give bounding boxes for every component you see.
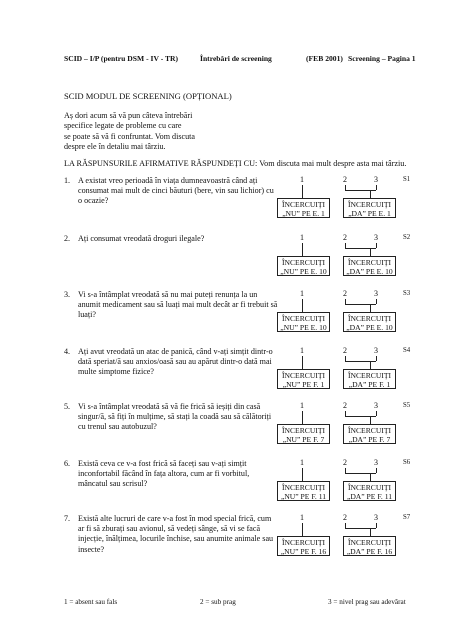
connector-line [302, 299, 303, 312]
circle-yes-box [343, 312, 396, 332]
intro-line: se poate să vă fi confruntat. Vom discuta [64, 131, 195, 141]
connector-line [302, 523, 303, 536]
box-line: ÎNCERCUIȚI [347, 425, 392, 435]
rating-option-2[interactable]: 2 [343, 513, 347, 522]
question-number: 3. [64, 290, 71, 299]
rating-option-1[interactable]: 1 [300, 458, 304, 467]
legend-subthreshold: 2 = sub prag [200, 598, 236, 606]
box-line: ÎNCERCUIȚI [347, 257, 392, 267]
question-line: insecte? [78, 544, 105, 554]
box-line: „NU” PE F. 16 [280, 546, 327, 556]
connector-line [370, 528, 371, 536]
connector-line [345, 304, 376, 305]
question-id: S4 [403, 347, 411, 354]
circle-yes-box [343, 424, 396, 444]
affirmative-instruction [64, 159, 406, 168]
connector-line [370, 473, 371, 481]
question-text [78, 290, 278, 321]
rating-option-1[interactable]: 1 [300, 346, 304, 355]
connector-line [302, 243, 303, 256]
circle-yes-box [343, 369, 396, 389]
box-line: ÎNCERCUIȚI [347, 313, 392, 323]
circle-yes-box [343, 481, 396, 501]
box-line: ÎNCERCUIȚI [347, 199, 392, 209]
rating-option-1[interactable]: 1 [300, 233, 304, 242]
connector-line [376, 243, 377, 248]
connector-line [302, 468, 303, 481]
box-line: „DA” PE E. 10 [346, 322, 393, 332]
connector-line [370, 304, 371, 312]
question-text [78, 234, 278, 244]
box-line: ÎNCERCUIȚI [281, 313, 326, 323]
rating-option-2[interactable]: 2 [343, 401, 347, 410]
box-line: ÎNCERCUIȚI [347, 537, 392, 547]
rating-option-2[interactable]: 2 [343, 346, 347, 355]
question-line: injecție, înălțimea, locurile închise, sau anumite animale sau [78, 534, 274, 544]
connector-line [376, 468, 377, 473]
question-number: 5. [64, 402, 71, 411]
box-line: „NU” PE E. 10 [280, 266, 327, 276]
question-line: mâncatul sau scrisul? [78, 479, 148, 489]
question-id: S2 [403, 234, 411, 241]
question-line: consumat mai mult de cinci băuturi (bere, vin sau lichior) cu [78, 186, 274, 196]
circle-no-box [277, 536, 330, 556]
question-line: luați? [78, 310, 96, 320]
connector-line [302, 356, 303, 369]
rating-option-3[interactable]: 3 [374, 346, 378, 355]
box-line: ÎNCERCUIȚI [281, 257, 326, 267]
circle-yes-box [343, 256, 396, 276]
connector-line [345, 473, 376, 474]
circle-no-box [277, 312, 330, 332]
box-line: „NU” PE F. 7 [282, 434, 325, 444]
connector-line [370, 361, 371, 369]
rating-option-2[interactable]: 2 [343, 175, 347, 184]
connector-line [345, 190, 376, 191]
box-line: ÎNCERCUIȚI [281, 482, 326, 492]
connector-line [376, 356, 377, 361]
legend-absent: 1 = absent sau fals [64, 598, 118, 606]
question-id: S1 [403, 176, 411, 183]
header-section: Întrebări de screening [200, 54, 272, 63]
header-page: Screening – Pagina 1 [348, 54, 416, 63]
intro-paragraph [64, 111, 244, 153]
circle-no-box [277, 481, 330, 501]
question-line: ar fi să zburați sau avionul, să vedeți sânge, să vi se facă [78, 524, 261, 534]
question-number: 4. [64, 347, 71, 356]
rating-option-1[interactable]: 1 [300, 175, 304, 184]
question-line: Vi s-a întâmplat vreodată să nu mai puteți renunța la un [78, 290, 258, 299]
affirmative-instruction-bold: LA RĂSPUNSURILE AFIRMATIVE RĂSPUNDEȚI CU: [64, 159, 258, 168]
question-number: 7. [64, 514, 71, 523]
box-line: ÎNCERCUIȚI [347, 482, 392, 492]
circle-yes-box [343, 198, 396, 218]
question-text [78, 176, 278, 207]
question-line: Există ceva ce v-a fost frică să faceți sau v-ați simțit [78, 459, 247, 468]
box-line: ÎNCERCUIȚI [281, 370, 326, 380]
box-line: „NU” PE F. 11 [280, 491, 327, 501]
box-line: „NU” PE F. 1 [282, 379, 325, 389]
circle-no-box [277, 424, 330, 444]
connector-line [376, 299, 377, 304]
connector-line [345, 361, 376, 362]
question-line: dată speriat/ă sau anxios/oasă sau au apărut dintr-o dată mai [78, 357, 272, 367]
question-line: Ați consumat vreodată droguri ilegale? [78, 234, 205, 243]
rating-option-1[interactable]: 1 [300, 513, 304, 522]
affirmative-instruction-rest: Vom discuta mai mult despre asta mai târziu. [257, 159, 407, 168]
box-line: „DA” PE F. 11 [346, 491, 393, 501]
connector-line [370, 416, 371, 424]
section-title: SCID MODUL DE SCREENING (OPȚIONAL) [64, 91, 232, 101]
connector-line [376, 185, 377, 190]
rating-option-3[interactable]: 3 [374, 289, 378, 298]
connector-line [302, 185, 303, 198]
rating-option-1[interactable]: 1 [300, 289, 304, 298]
question-text [78, 514, 278, 555]
intro-line: specifice legate de probleme cu care [64, 121, 182, 131]
header-form-id: SCID – I/P (pentru DSM - IV - TR) [64, 54, 179, 63]
box-line: „NU” PE E. 10 [280, 322, 327, 332]
circle-yes-box [343, 536, 396, 556]
intro-line: Aș dori acum să vă pun câteva întrebări [64, 111, 193, 120]
rating-option-2[interactable]: 2 [343, 458, 347, 467]
question-line: Există alte lucruri de care v-a fost în mod special frică, cum [78, 514, 272, 523]
circle-no-box [277, 256, 330, 276]
connector-line [376, 411, 377, 416]
box-line: „DA” PE F. 1 [348, 379, 391, 389]
connector-line [302, 411, 303, 424]
rating-option-3[interactable]: 3 [374, 401, 378, 410]
question-id: S7 [403, 514, 411, 521]
box-line: „DA” PE F. 16 [346, 546, 393, 556]
connector-line [345, 248, 376, 249]
question-line: singur/ă, să fiți în mulțime, să stați la coadă sau să călătoriți [78, 412, 272, 422]
box-line: ÎNCERCUIȚI [281, 199, 326, 209]
circle-no-box [277, 369, 330, 389]
connector-line [370, 190, 371, 198]
question-line: anumit medicament sau să luați mai mult decât ar fi trebuit să [78, 300, 278, 310]
connector-line [376, 523, 377, 528]
box-line: „DA” PE E. 1 [348, 208, 391, 218]
circle-no-box [277, 198, 330, 218]
question-id: S3 [403, 290, 411, 297]
question-line: o ocazie? [78, 196, 109, 206]
question-id: S6 [403, 459, 411, 466]
rating-option-3[interactable]: 3 [374, 513, 378, 522]
question-text [78, 402, 278, 433]
connector-line [345, 528, 376, 529]
question-text [78, 347, 278, 378]
rating-option-3[interactable]: 3 [374, 458, 378, 467]
box-line: „NU” PE E. 1 [282, 208, 325, 218]
question-number: 2. [64, 234, 71, 243]
box-line: „DA” PE F. 7 [348, 434, 391, 444]
rating-option-2[interactable]: 2 [343, 233, 347, 242]
rating-option-1[interactable]: 1 [300, 401, 304, 410]
connector-line [370, 248, 371, 256]
question-text [78, 459, 278, 490]
question-number: 6. [64, 459, 71, 468]
rating-option-3[interactable]: 3 [374, 175, 378, 184]
rating-option-3[interactable]: 3 [374, 233, 378, 242]
question-number: 1. [64, 176, 71, 185]
rating-option-2[interactable]: 2 [343, 289, 347, 298]
question-line: inconfortabil făcând în fața altora, cum ar fi vorbitul, [78, 469, 250, 479]
legend-threshold: 3 = nivel prag sau adevărat [328, 598, 406, 606]
box-line: ÎNCERCUIȚI [347, 370, 392, 380]
question-line: A existat vreo perioadă în viața dumneavoastră când ați [78, 176, 258, 185]
question-line: multe simptome fizice? [78, 367, 154, 377]
question-line: Vi s-a întâmplat vreodată să vă fie frică să ieșiți din casă [78, 402, 261, 411]
connector-line [345, 416, 376, 417]
question-id: S5 [403, 402, 411, 409]
box-line: ÎNCERCUIȚI [281, 537, 326, 547]
header-date: (FEB 2001) [306, 54, 343, 63]
question-line: Ați avut vreodată un atac de panică, când v-ați simțit dintr-o [78, 347, 273, 356]
box-line: „DA” PE E. 10 [346, 266, 393, 276]
box-line: ÎNCERCUIȚI [281, 425, 326, 435]
intro-line: despre ele în detaliu mai târziu. [64, 142, 166, 152]
question-line: cu trenul sau autobuzul? [78, 422, 157, 432]
